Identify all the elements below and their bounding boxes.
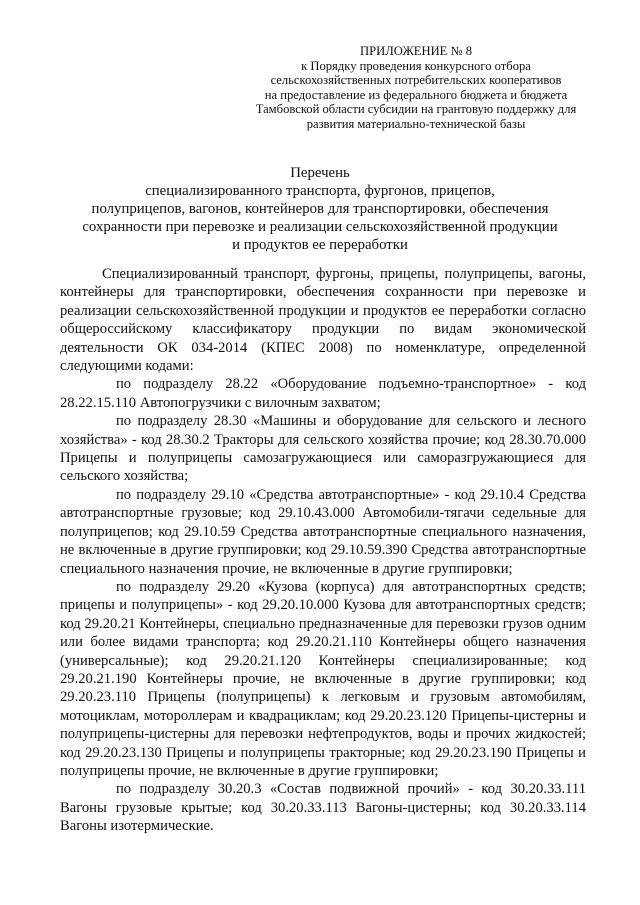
document-title — [40, 164, 600, 254]
title-line: специализированного транспорта, фургонов, прицепов, — [145, 183, 495, 199]
document-body — [60, 265, 586, 836]
subsection-paragraph: по подразделу 28.22 «Оборудование подъемно-транспортное» - код 28.22.15.110 Автопогрузчики с вилочным захватом; — [60, 376, 586, 411]
appendix-line: развития материально-технической базы — [306, 116, 526, 131]
intro-paragraph: Специализированный транспорт, фургоны, прицепы, полуприцепы, вагоны, контейнеры для транспортировки, обеспечения сохранности при перевозке и реализации сельскохозяйственной продукции и продуктов ее переработки согласно общероссийскому классификатору продукции по видам экономической деятельности ОК 034-2014 (КПЕС 2008) по номенклатуре, определенной следующими кодами: — [60, 266, 586, 375]
appendix-header — [240, 44, 592, 132]
subsection-paragraph: по подразделу 29.10 «Средства автотранспортные» - код 29.10.4 Средства автотранспортные грузовые; код 29.10.43.000 Автомобили-тягачи седельные для полуприцепов; код 29.10.59 Средства автотранспортные специального назначения, не включенные в другие группировки; код 29.10.59.390 Средства автотранспортные специального назначения прочие, не включенные в другие группировки; — [60, 486, 586, 577]
subsection-paragraph: по подразделу 29.20 «Кузова (корпуса) для автотранспортных средств; прицепы и полуприцепы» - код 29.20.10.000 Кузова для автотранспортных средств; код 29.20.21 Контейнеры, специально предназначенные для перевозки грузов одним или более видами транспорта; код 29.20.21.110 Контейнеры общего назначения (универсальные); код 29.20.21.120 Контейнеры специализированные; код 29.20.21.190 Контейнеры прочие, не включенные в другие группировки; код 29.20.23.110 Прицепы (полуприцепы) к легковым и грузовым автомобилям, мотоциклам, мотороллерам и квадрациклам; код 29.20.23.120 Прицепы-цистерны и полуприцепы-цистерны для перевозки нефтепродуктов, воды и прочих жидкостей; код 29.20.23.130 Прицепы и полуприцепы тракторные; код 29.20.23.190 Прицепы и полуприцепы прочие, не включенные в другие группировки; — [60, 578, 586, 779]
title-line: сохранности при перевозке и реализации сельскохозяйственной продукции — [82, 219, 558, 235]
appendix-line: сельскохозяйственных потребительских кооперативов — [270, 73, 562, 88]
appendix-line: Тамбовской области субсидии на грантовую поддержку для — [255, 102, 577, 117]
appendix-title: ПРИЛОЖЕНИЕ № 8 — [360, 44, 472, 58]
title-line: полуприцепов, вагонов, контейнеров для транспортировки, обеспечения — [91, 201, 549, 217]
title-heading: Перечень — [290, 165, 350, 181]
subsection-paragraph: по подразделу 28.30 «Машины и оборудование для сельского и лесного хозяйства» - код 28.30.2 Тракторы для сельского хозяйства прочие; код 28.30.70.000 Прицепы и полуприцепы самозагружающиеся или саморазгружающиеся для сельского хозяйства; — [60, 413, 586, 485]
appendix-line: на предоставление из федерального бюджета и бюджета — [264, 87, 568, 102]
appendix-line: к Порядку проведения конкурсного отбора — [301, 58, 531, 73]
title-line: и продуктов ее переработки — [232, 237, 408, 253]
subsection-paragraph: по подразделу 30.20.3 «Состав подвижной прочий» - код 30.20.33.111 Вагоны грузовые крытые; код 30.20.33.113 Вагоны-цистерны; код 30.20.33.114 Вагоны изотермические. — [60, 781, 586, 835]
